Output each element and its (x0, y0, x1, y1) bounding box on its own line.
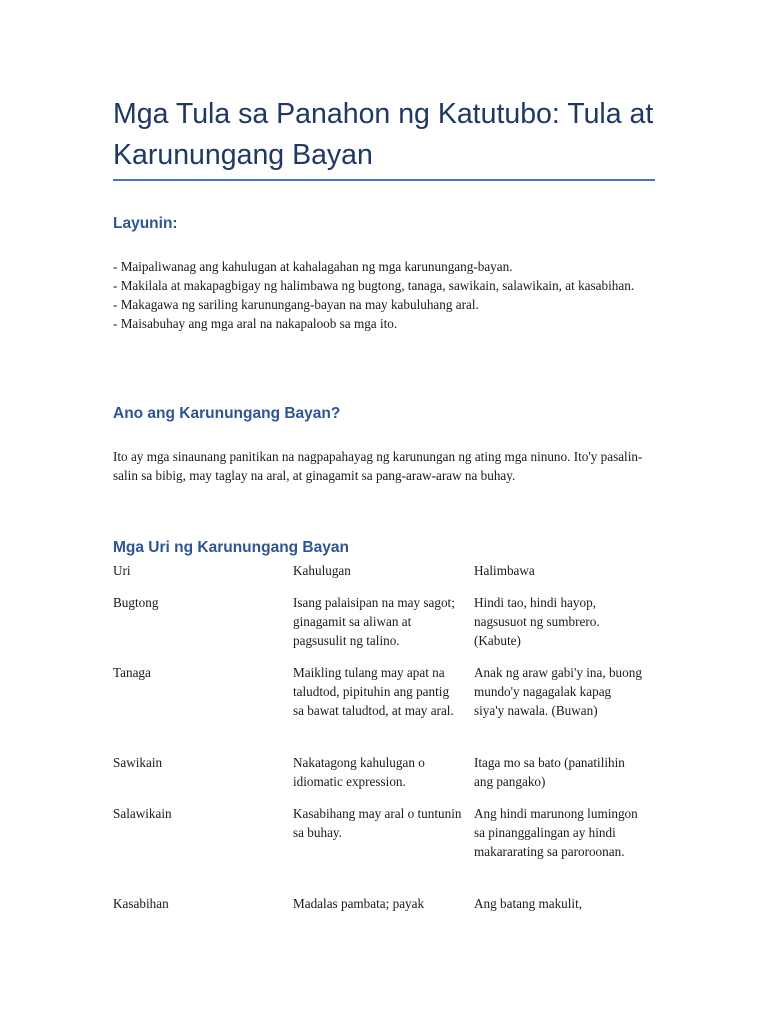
title-underline (113, 179, 655, 181)
layunin-item: - Makilala at makapagbigay ng halimbawa ng bugtong, tanaga, sawikain, salawikain, at kasabihan. (113, 278, 635, 293)
layunin-item: - Makagawa ng sariling karunungang-bayan na may kabuluhang aral. (113, 297, 479, 312)
table-cell-halimbawa: Ang batang makulit, (474, 896, 583, 911)
layunin-list (113, 257, 655, 333)
table-cell-halimbawa: Ang hindi marunong lumingon sa pinanggalingan ay hindi makararating sa paroroonan. (474, 806, 638, 859)
column-header-halimbawa: Halimbawa (474, 563, 535, 578)
layunin-item: - Maisabuhay ang mga aral na nakapaloob sa mga ito. (113, 316, 398, 331)
table-cell-uri: Tanaga (113, 665, 151, 680)
table-cell-uri: Sawikain (113, 755, 163, 770)
table-cell-kahulugan: Isang palaisipan na may sagot; ginagamit sa aliwan at pagsusulit ng talino. (293, 595, 455, 648)
table-cell-halimbawa: Hindi tao, hindi hayop, nagsusuot ng sumbrero. (Kabute) (474, 595, 600, 648)
table-cell-uri: Salawikain (113, 806, 172, 821)
mga-uri-heading: Mga Uri ng Karunungang Bayan (113, 539, 349, 556)
table-cell-kahulugan: Maikling tulang may apat na taludtod, pipituhin ang pantig sa bawat taludtod, at may aral. (293, 665, 454, 718)
table-cell-uri: Bugtong (113, 595, 159, 610)
ano-heading: Ano ang Karunungang Bayan? (113, 405, 341, 422)
document-title: Mga Tula sa Panahon ng Katutubo: Tula at Karunungang Bayan (113, 98, 654, 171)
table-cell-kahulugan: Nakatagong kahulugan o idiomatic expression. (293, 755, 425, 789)
table-cell-halimbawa: Itaga mo sa bato (panatilihin ang pangako) (474, 755, 625, 789)
layunin-heading: Layunin: (113, 215, 178, 232)
table-cell-kahulugan: Kasabihang may aral o tuntunin sa buhay. (293, 806, 462, 840)
layunin-item: - Maipaliwanag ang kahulugan at kahalagahan ng mga karunungang-bayan. (113, 259, 513, 274)
column-header-kahulugan: Kahulugan (293, 563, 351, 578)
table-cell-halimbawa: Anak ng araw gabi'y ina, buong mundo'y nagagalak kapag siya'y nawala. (Buwan) (474, 665, 642, 718)
column-header-uri: Uri (113, 563, 131, 578)
ano-paragraph: Ito ay mga sinaunang panitikan na nagpapahayag ng karunungan ng ating mga ninuno. Ito'y pasalin-salin sa bibig, may taglay na aral, at ginagamit sa pang-araw-araw na buhay. (113, 449, 643, 483)
table-cell-uri: Kasabihan (113, 896, 169, 911)
table-cell-kahulugan: Madalas pambata; payak (293, 896, 425, 911)
